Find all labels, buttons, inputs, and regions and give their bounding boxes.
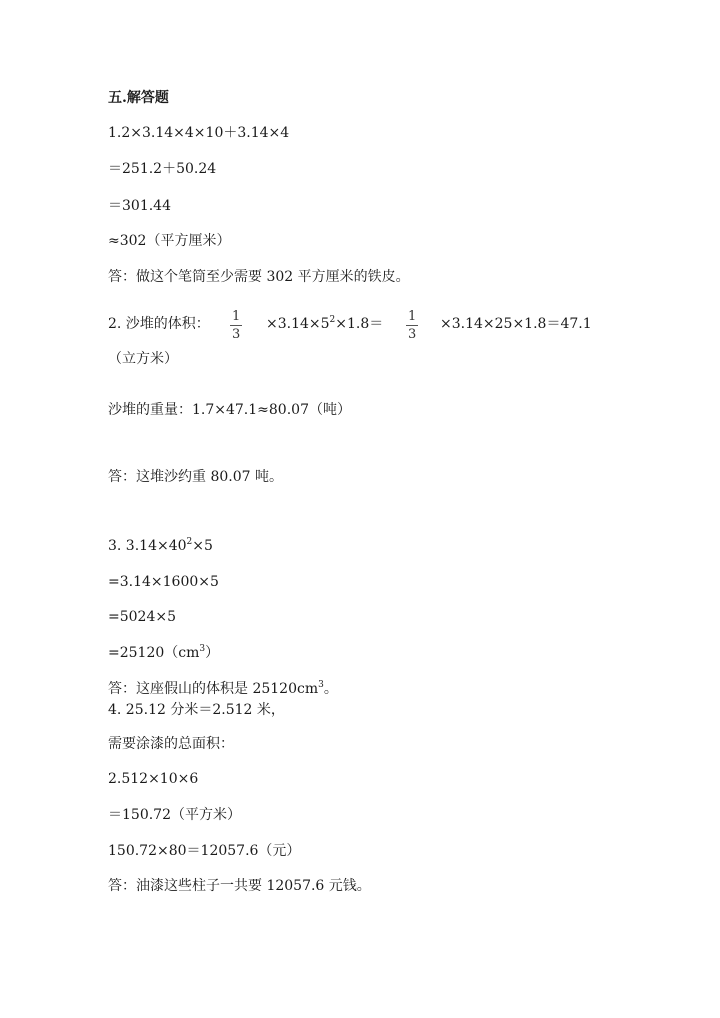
q3-answer-a: 答：这座假山的体积是 25120cm <box>108 681 319 697</box>
q3-answer-b: 。 <box>323 681 338 697</box>
q2-fraction-2-numerator: 1 <box>408 309 417 324</box>
q2-fraction-1-numerator: 1 <box>232 309 241 324</box>
q1-line-4: ≈302（平方厘米） <box>108 233 231 249</box>
q3-line-1 <box>108 537 213 555</box>
q3-line-1-superscript: 2 <box>186 537 193 547</box>
q3-answer-superscript: 3 <box>318 680 324 690</box>
q4-answer: 答：油漆这些柱子一共要 12057.6 元钱。 <box>108 878 371 894</box>
q1-line-1: 1.2×3.14×4×10＋3.14×4 <box>108 125 290 141</box>
q2-fraction-1 <box>230 309 242 342</box>
q3-line-4-b: ） <box>205 645 220 661</box>
q2-fraction-2-denominator: 3 <box>408 327 417 342</box>
q3-line-1-a: 3. 3.14×40 <box>108 538 187 554</box>
q2-unit-line: （立方米） <box>108 351 178 367</box>
q2-prefix: 2. 沙堆的体积： <box>108 316 210 332</box>
q4-line-2: 需要涂漆的总面积： <box>108 736 234 752</box>
q1-line-3: ＝301.44 <box>108 198 171 214</box>
q4-line-3: 2.512×10×6 <box>108 771 199 787</box>
q2-middle-b: ×1.8＝ <box>335 316 384 332</box>
q4-line-1: 4. 25.12 分米＝2.512 米， <box>108 702 285 718</box>
q2-fraction-1-denominator: 3 <box>232 327 241 342</box>
q2-middle-a: ×3.14×5 <box>266 316 330 332</box>
q2-fraction-2 <box>406 309 418 342</box>
q3-answer <box>108 680 338 698</box>
q3-line-1-b: ×5 <box>192 538 213 554</box>
q2-middle-superscript: 2 <box>329 315 336 325</box>
q2-middle-expression <box>266 315 383 333</box>
q2-answer: 答：这堆沙约重 80.07 吨。 <box>108 469 283 485</box>
q4-line-5: 150.72×80＝12057.6（元） <box>108 843 301 859</box>
q3-line-4-superscript: 3 <box>199 644 206 654</box>
q3-line-3: =5024×5 <box>108 609 176 625</box>
q3-line-2: =3.14×1600×5 <box>108 574 219 590</box>
q1-answer: 答：做这个笔筒至少需要 302 平方厘米的铁皮。 <box>108 269 410 285</box>
q1-line-2: ＝251.2＋50.24 <box>108 161 217 177</box>
q3-line-4-a: =25120（cm <box>108 645 200 661</box>
q3-line-4 <box>108 644 219 662</box>
q2-weight-line: 沙堆的重量：1.7×47.1≈80.07（吨） <box>108 402 351 418</box>
q2-suffix: ×3.14×25×1.8＝47.1 <box>440 316 592 332</box>
section-heading: 五.解答题 <box>108 90 169 106</box>
q4-line-4: ＝150.72（平方米） <box>108 807 241 823</box>
